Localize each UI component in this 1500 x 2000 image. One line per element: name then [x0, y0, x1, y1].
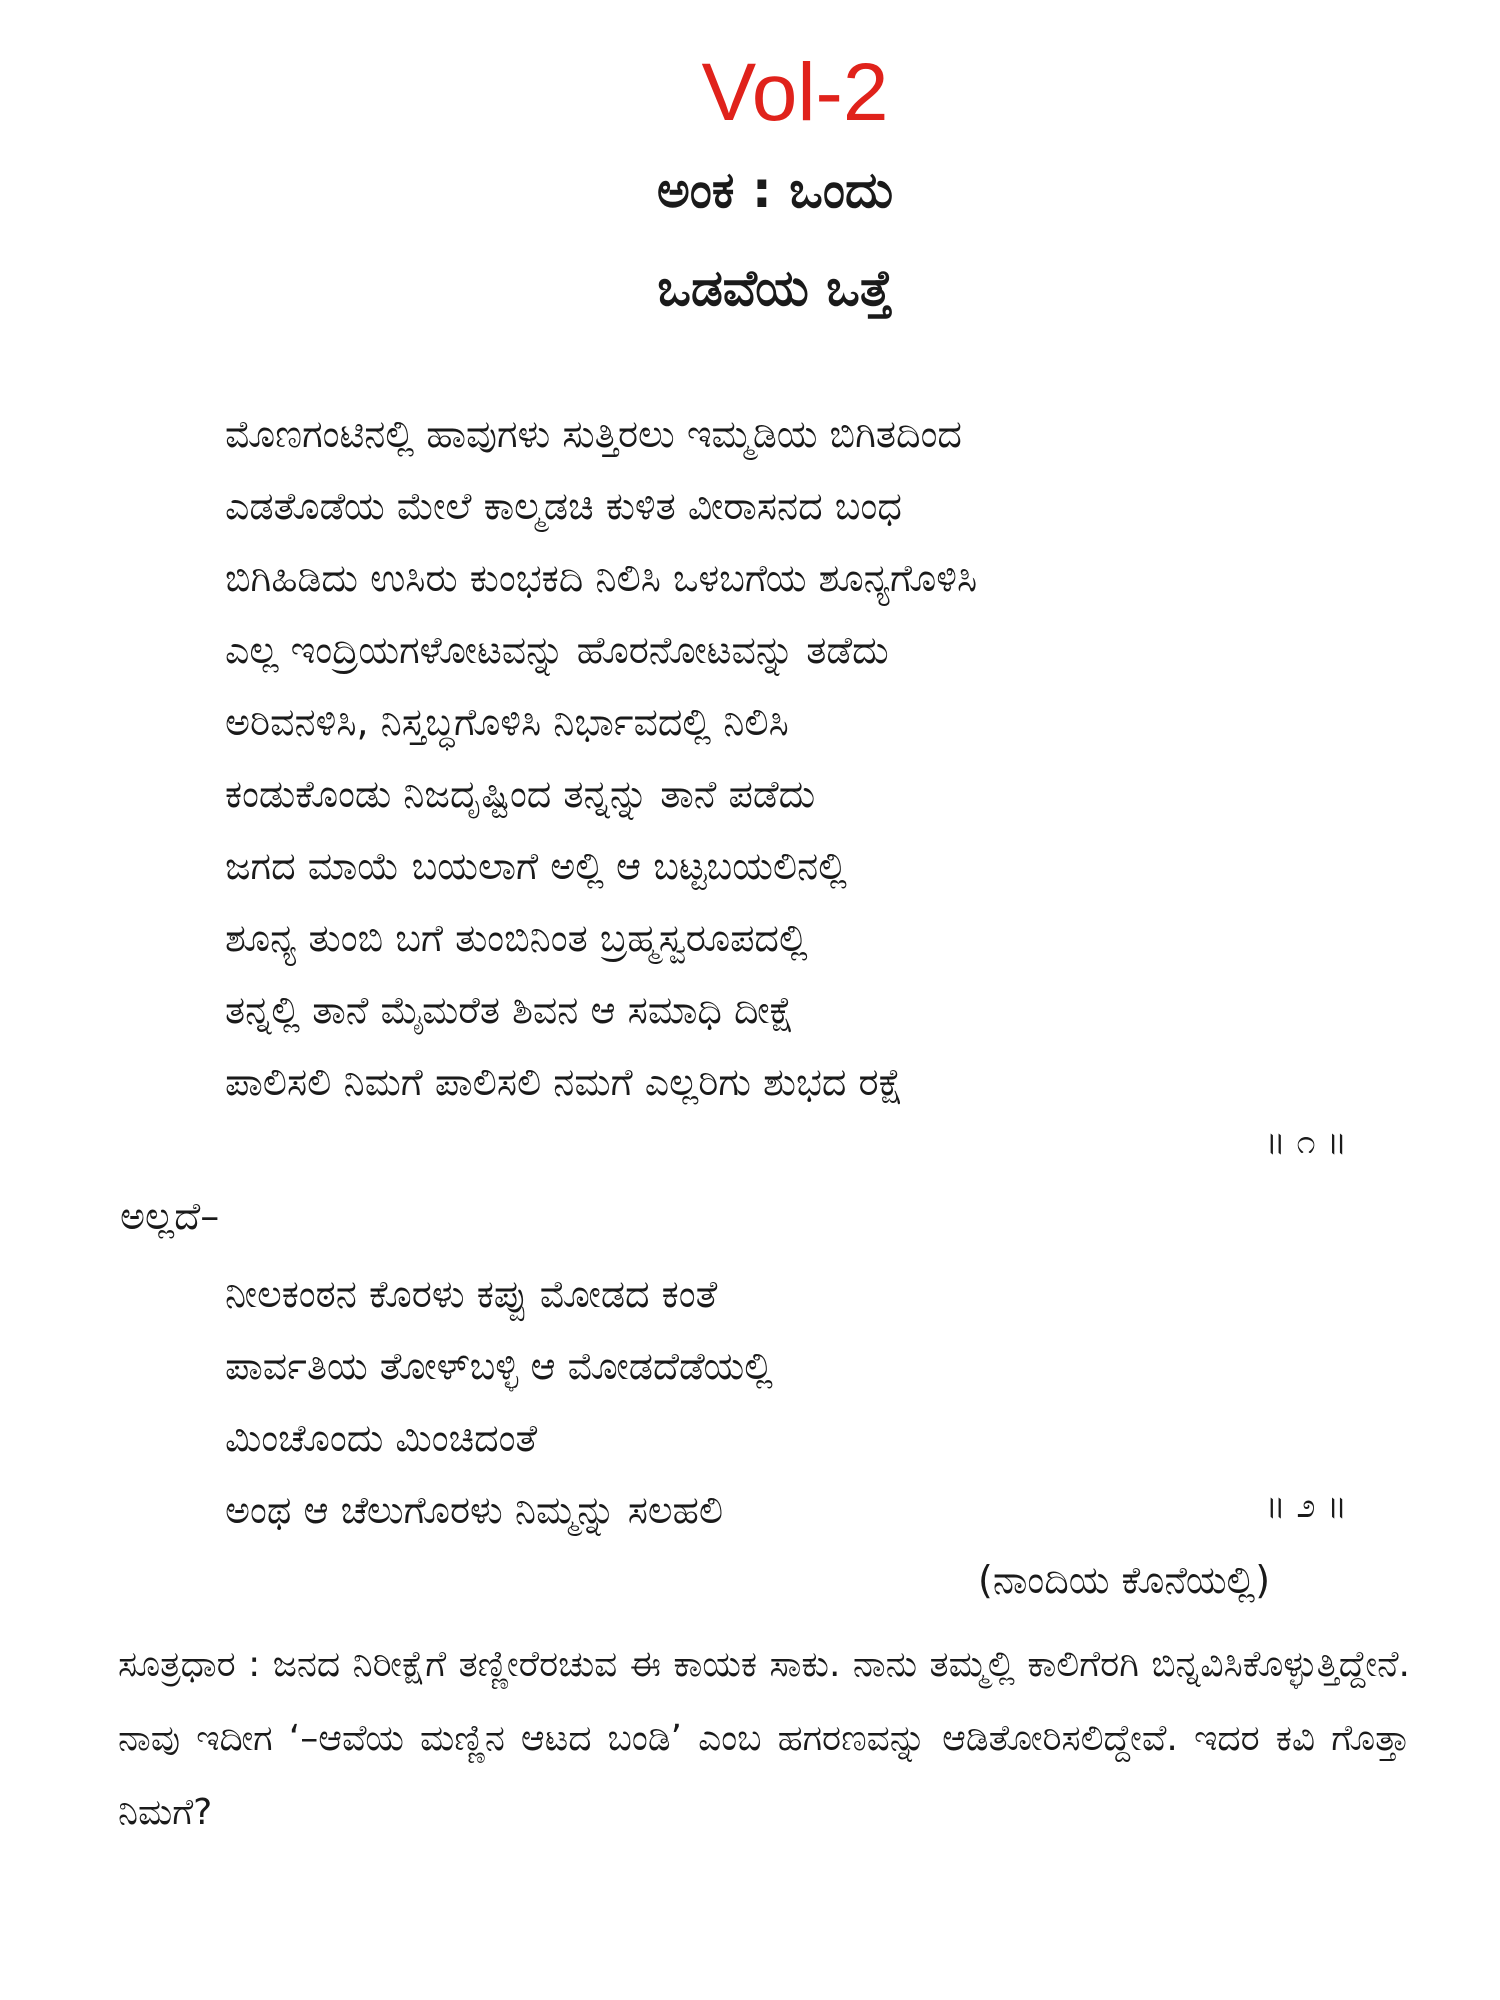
verse-line: ಶೂನ್ಯ ತುಂಬಿ ಬಗೆ ತುಂಬಿನಿಂತ ಬ್ರಹ್ಮಸ್ವರೂಪದಲ್ಲಿ [225, 916, 808, 960]
verse-line: ಬಿಗಿಹಿಡಿದು ಉಸಿರು ಕುಂಭಕದಿ ನಿಲಿಸಿ ಒಳಬಗೆಯ ಶೂನ್ಯಗೊಳಿಸಿ [225, 556, 978, 600]
verse-line: ಜಗದ ಮಾಯೆ ಬಯಲಾಗೆ ಅಲ್ಲಿ ಆ ಬಟ್ಟಬಯಲಿನಲ್ಲಿ [225, 844, 847, 888]
verse-line: ಎಲ್ಲ ಇಂದ್ರಿಯಗಳೋಟವನ್ನು ಹೊರನೋಟವನ್ನು ತಡೆದು [225, 628, 889, 672]
verse-line: ಕಂಡುಕೊಂಡು ನಿಜದೃಷ್ಟಿಂದ ತನ್ನನ್ನು ತಾನೆ ಪಡೆದು [225, 772, 816, 816]
act-title: ಅಂಕ : ಒಂದು [656, 161, 894, 219]
stage-direction: (ನಾಂದಿಯ ಕೊನೆಯಲ್ಲಿ) [978, 1558, 1271, 1602]
verse-line: ಅಂಥ ಆ ಚೆಲುಗೊರಳು ನಿಮ್ಮನ್ನು ಸಲಹಲಿ [225, 1488, 724, 1532]
verse-number-marker: ॥ ೧ ॥ [1265, 1122, 1348, 1162]
verse-one [225, 398, 1425, 1118]
verse-line: ಪಾರ್ವತಿಯ ತೋಳ್‌ಬಳ್ಳಿ ಆ ಮೋಡದೆಡೆಯಲ್ಲಿ [225, 1344, 773, 1388]
verse-line: ತನ್ನಲ್ಲಿ ತಾನೆ ಮೈಮರೆತ ಶಿವನ ಆ ಸಮಾಧಿ ದೀಕ್ಷೆ [225, 988, 795, 1032]
scene-title: ಒಡವೆಯ ಒತ್ತೆ [657, 259, 893, 317]
verse-line: ಪಾಲಿಸಲಿ ನಿಮಗೆ ಪಾಲಿಸಲಿ ನಮಗೆ ಎಲ್ಲರಿಗು ಶುಭದ ರಕ್ಷೆ [225, 1060, 904, 1104]
volume-label: Vol-2 [701, 47, 889, 138]
verse-line: ಮಿಂಚೊಂದು ಮಿಂಚಿದಂತೆ [225, 1416, 538, 1460]
verse-two [225, 1258, 1425, 1546]
verse-line: ನೀಲಕಂಠನ ಕೊರಳು ಕಪ್ಪು ಮೋಡದ ಕಂತೆ [225, 1272, 718, 1316]
dialogue-paragraph: ಸೂತ್ರಧಾರ : ಜನದ ನಿರೀಕ್ಷೆಗೆ ತಣ್ಣೀರೆರಚುವ ಈ ಕಾಯಕ ಸಾಕು. ನಾನು ತಮ್ಮಲ್ಲಿ ಕಾಲಿಗೆರಗಿ ಬಿನ್ನವಿಸಿಕೊಳ್ಳುತ್ತಿದ್ದೇನೆ. ನಾವು ಇದೀಗ ‘–ಆವೆಯ ಮಣ್ಣಿನ ಆಟದ ಬಂಡಿ’ ಎಂಬ ಹಗರಣವನ್ನು ಆಡಿತೋರಿಸಲಿದ್ದೇವೆ. ಇದರ ಕವಿ ಗೊತ್ತಾ ನಿಮಗೆ? [118, 1644, 1410, 1833]
verse-line: ಮೊಣಗಂಟಿನಲ್ಲಿ ಹಾವುಗಳು ಸುತ್ತಿರಲು ಇಮ್ಮಡಿಯ ಬಿಗಿತದಿಂದ [225, 412, 962, 456]
allade-label: ಅಲ್ಲದೆ– [120, 1194, 220, 1238]
verse-number-marker: ॥ ೨ ॥ [1265, 1486, 1348, 1526]
verse-line: ಎಡತೊಡೆಯ ಮೇಲೆ ಕಾಲ್ಮಡಚಿ ಕುಳಿತ ವೀರಾಸನದ ಬಂಧ [225, 484, 902, 528]
verse-line: ಅರಿವನಳಿಸಿ, ನಿಸ್ತಬ್ಧಗೊಳಿಸಿ ನಿರ್ಭಾವದಲ್ಲಿ ನಿಲಿಸಿ [225, 700, 789, 744]
